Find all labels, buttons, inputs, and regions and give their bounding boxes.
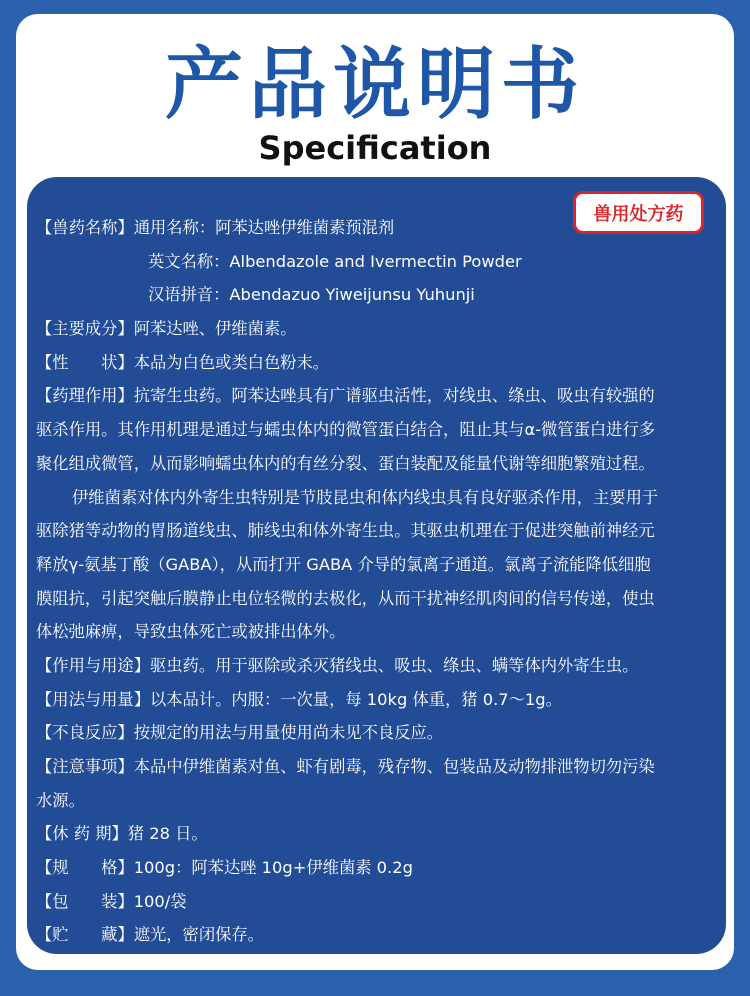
packaging-line: 【包 装】100/袋 <box>36 891 187 911</box>
indications-line: 【作用与用途】驱虫药。用于驱除或杀灭猪线虫、吸虫、绦虫、螨等体内外寄生虫。 <box>36 655 639 675</box>
precautions-line: 水源。 <box>36 790 85 810</box>
dosage-line: 【用法与用量】以本品计。内服：一次量，每 10kg 体重，猪 0.7～1g。 <box>36 689 562 709</box>
pinyin-name-line: 汉语拼音：Abendazuo Yiweijunsu Yuhunji <box>148 285 475 305</box>
pharmacology-line: 伊维菌素对体内外寄生虫特别是节肢昆虫和体内线虫具有良好驱杀作用，主要用于 <box>72 487 659 507</box>
pharmacology-line: 驱除猪等动物的胃肠道线虫、肺线虫和体外寄生虫。其驱虫机理在于促进突触前神经元 <box>36 521 655 541</box>
specification-body <box>36 211 720 952</box>
drug-name-line: 【兽药名称】通用名称：阿苯达唑伊维菌素预混剂 <box>36 218 395 237</box>
adverse-reactions-line: 【不良反应】按规定的用法与用量使用尚未见不良反应。 <box>36 723 444 743</box>
page-title: 产品说明书 <box>164 40 585 130</box>
prescription-badge: 兽用处方药 <box>573 191 704 234</box>
storage-line: 【贮 藏】遮光，密闭保存。 <box>36 925 264 945</box>
pharmacology-line: 膜阻抗，引起突触后膜静止电位轻微的去极化，从而干扰神经肌肉间的信号传递，使虫 <box>36 588 655 608</box>
pharmacology-line: 体松弛麻痹，导致虫体死亡或被排出体外。 <box>36 622 346 642</box>
pharmacology-line: 驱杀作用。其作用机理是通过与蠕虫体内的微管蛋白结合，阻止其与α-微管蛋白进行多 <box>36 420 656 440</box>
specification-line: 【规 格】100g：阿苯达唑 10g+伊维菌素 0.2g <box>36 858 413 878</box>
pharmacology-line: 聚化组成微管，从而影响蠕虫体内的有丝分裂、蛋白装配及能量代谢等细胞繁殖过程。 <box>36 453 655 473</box>
ingredients-line: 【主要成分】阿苯达唑、伊维菌素。 <box>36 319 297 339</box>
pharmacology-line: 释放γ-氨基丁酸（GABA），从而打开 GABA 介导的氯离子通道。氯离子流能降低细胞 <box>36 554 651 574</box>
page-subtitle: Specification <box>258 129 492 167</box>
precautions-line: 【注意事项】本品中伊维菌素对鱼、虾有剧毒，残存物、包装品及动物排泄物切勿污染 <box>36 757 655 776</box>
pharmacology-line: 【药理作用】抗寄生虫药。阿苯达唑具有广谱驱虫活性，对线虫、绦虫、吸虫有较强的 <box>36 386 655 406</box>
english-name-line: 英文名称：Albendazole and Ivermectin Powder <box>148 251 522 271</box>
appearance-line: 【性 状】本品为白色或类白色粉末。 <box>36 352 330 372</box>
withdrawal-period-line: 【休 药 期】猪 28 日。 <box>36 824 208 844</box>
